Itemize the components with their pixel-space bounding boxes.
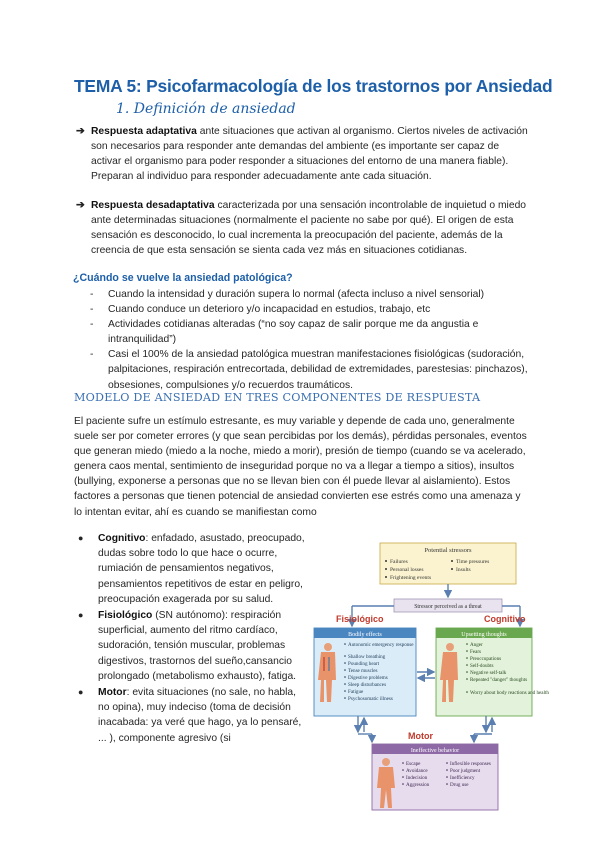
bodily-item: Shallow breathing bbox=[348, 654, 386, 660]
component-text: : enfadado, asustado, preocupado, dudas sobre todo lo que hace o ocurre, rumiación de pensamientos negativos, pensamientos repetitivos de estar en peligro, preocupación exagerada por su salud. bbox=[98, 533, 305, 605]
page-title: TEMA 5: Psicofarmacología de los trastornos por Ansiedad bbox=[74, 76, 553, 96]
question-heading: ¿Cuándo se vuelve la ansiedad patológica? bbox=[73, 272, 293, 284]
definition-adaptive bbox=[76, 124, 528, 184]
definition-text: caracterizada por una sensación incontrolable de inquietud o miedo ante determinadas situaciones (normalmente el paciente no sabe por qué). El origen de esta sensación es desconocido, lo cual incrementa la preocupación del paciente, además de la creencia de que esta sensación se sienta cada vez más en situaciones cotidianas. bbox=[91, 200, 527, 257]
behavior-box bbox=[372, 744, 498, 810]
thought-item: Worry about body reactions and health bbox=[470, 690, 549, 696]
behavior-item: Escape bbox=[406, 761, 421, 767]
list-item bbox=[78, 608, 308, 684]
thought-item: Negative self-talk bbox=[470, 670, 507, 676]
thought-item: Anger bbox=[470, 642, 483, 648]
thought-item: Self-doubts bbox=[470, 663, 494, 669]
bodily-title: Bodily effects bbox=[348, 632, 382, 638]
thought-item: Fears bbox=[470, 649, 482, 655]
component-term: Fisiológico bbox=[98, 610, 153, 622]
model-paragraph: El paciente sufre un estímulo estresante, es muy variable y depende de cada uno, generalmente suele ser por cometer errores (y que sean percibidas por los demás), pérdidas personales, eventos que generan miedo (miedo a la noche, miedo a morir), presión de tiempo (cuando se va acelerado, genera caos mental, sentimiento de inseguridad porque no va a llegar a tiempo a sitios), insultos (bullying, exponerse a personas que no se llevan bien con él puede llevar al aislamiento). Estos factores a personas que tienen potencial de ansiedad convierten ese estrés como una amenaza y lo intentan evitar, ahí es cuando se manifiestan como bbox=[74, 416, 527, 518]
behavior-item: Aggression bbox=[406, 782, 430, 788]
label-physiological: Fisiológico bbox=[336, 614, 384, 624]
stressor-item: Time pressures bbox=[456, 559, 490, 565]
component-text: (SN autónomo): respiración superficial, aumento del ritmo cardíaco, sudoración, tensión muscular, problemas digestivos, trastornos del sueño,cansancio prolongado (metabolismo exhausto), fatiga. bbox=[98, 610, 297, 682]
label-motor: Motor bbox=[408, 731, 433, 741]
behavior-item: Drug use bbox=[450, 782, 469, 788]
behavior-item: Avoidance bbox=[406, 768, 428, 774]
arrow-icon: ➔ bbox=[76, 126, 85, 137]
list-item-text: Actividades cotidianas alteradas (“no soy capaz de salir porque me da angustia e intranquilidad”) bbox=[108, 319, 479, 346]
behavior-item: Inflexible responses bbox=[450, 761, 491, 767]
list-item-text: Casi el 100% de la ansiedad patológica muestran manifestaciones fisiológicas (sudoración, palpitaciones, respiración entrecortada, debilidad de extremidades, parestesias: pinchazos), obsesiones, compulsiones y/o recuerdos traumáticos. bbox=[108, 349, 528, 391]
definition-term: Respuesta desadaptativa bbox=[91, 200, 215, 211]
bullet-icon: ● bbox=[78, 610, 84, 621]
perceived-label: Stressor perceived as a threat bbox=[414, 604, 482, 610]
behavior-item: Inefficiency bbox=[450, 775, 475, 781]
bodily-item: Psychosomatic illness bbox=[348, 696, 393, 702]
definition-text: ante situaciones que activan al organismo. Ciertos niveles de activación son necesarios para responder ante demandas del ambiente (es importante ser capaz de activar el organismo para poder responder a situaciones del entorno de una manera fiable). Preparan al individuo para responder adecuadamente ante cada situación. bbox=[91, 126, 528, 183]
thoughts-box bbox=[436, 628, 549, 716]
label-cognitive: Cognitivo bbox=[484, 614, 526, 624]
list-item: - Actividades cotidianas alteradas (“no soy capaz de salir porque me da angustia e intranquilidad”) bbox=[90, 319, 479, 346]
thoughts-title: Upsetting thoughts bbox=[461, 632, 507, 638]
stressor-item: Frightening events bbox=[390, 575, 432, 581]
bodily-item: Tense muscles bbox=[348, 668, 378, 674]
stressor-item: Personal losses bbox=[390, 567, 424, 573]
stressors-box bbox=[380, 543, 516, 584]
definition-maladaptive bbox=[76, 198, 528, 258]
definition-term: Respuesta adaptativa bbox=[91, 126, 197, 137]
bodily-item: Pounding heart bbox=[348, 661, 379, 667]
bodily-item: Fatigue bbox=[348, 689, 364, 695]
bodily-item: Digestive problems bbox=[348, 675, 388, 681]
list-item bbox=[78, 685, 308, 746]
bullet-icon: ● bbox=[78, 533, 84, 543]
pathological-list bbox=[84, 287, 528, 393]
list-item: - Cuando la intensidad y duración supera lo normal (afecta incluso a nivel sensorial) bbox=[90, 289, 485, 300]
list-item bbox=[78, 531, 308, 607]
thought-item: Repeated "danger" thoughts bbox=[470, 677, 528, 683]
bodily-item: Sleep disturbances bbox=[348, 682, 387, 688]
component-text: : evita situaciones (no sale, no habla, no opina), muy indeciso (toma de decisión inacabada: ya veré que hago, ya lo pensaré, ... ), componente agresivo (si bbox=[98, 687, 302, 744]
thought-item: Preoccupations bbox=[470, 656, 502, 662]
bodily-effects-box bbox=[314, 628, 416, 716]
list-item: - Casi el 100% de la ansiedad patológica muestran manifestaciones fisiológicas (sudoración, palpitaciones, respiración entrecortada, debilidad de extremidades, parestesias: pinchazos), obsesiones, compulsiones y/o recuerdos traumáticos. bbox=[90, 349, 528, 391]
model-heading: MODELO DE ANSIEDAD EN TRES COMPONENTES DE RESPUESTA bbox=[74, 391, 481, 404]
components-list bbox=[78, 531, 308, 747]
component-term: Motor bbox=[98, 687, 127, 699]
stressors-title: Potential stressors bbox=[424, 547, 472, 554]
bullet-icon: ● bbox=[78, 687, 84, 698]
behavior-item: Poor judgment bbox=[450, 768, 481, 774]
perceived-box bbox=[394, 599, 502, 612]
bodily-item: Autonomic emergency response bbox=[348, 642, 414, 648]
component-term: Cognitivo bbox=[98, 533, 146, 544]
list-item-text: Cuando la intensidad y duración supera lo normal (afecta incluso a nivel sensorial) bbox=[108, 289, 485, 300]
stressor-item: Insults bbox=[456, 567, 471, 573]
section-subtitle: 1. Definición de ansiedad bbox=[116, 101, 296, 117]
arrow-icon: ➔ bbox=[76, 200, 85, 211]
list-item: - Cuando conduce un deterioro y/o incapacidad en estudios, trabajo, etc bbox=[90, 304, 431, 316]
behavior-item: Indecision bbox=[406, 775, 428, 781]
list-item-text: Cuando conduce un deterioro y/o incapacidad en estudios, trabajo, etc bbox=[108, 304, 431, 316]
anxiety-model-diagram bbox=[314, 540, 549, 812]
stressor-item: Failures bbox=[390, 559, 408, 565]
behavior-title: Ineffective behavior bbox=[410, 748, 460, 754]
